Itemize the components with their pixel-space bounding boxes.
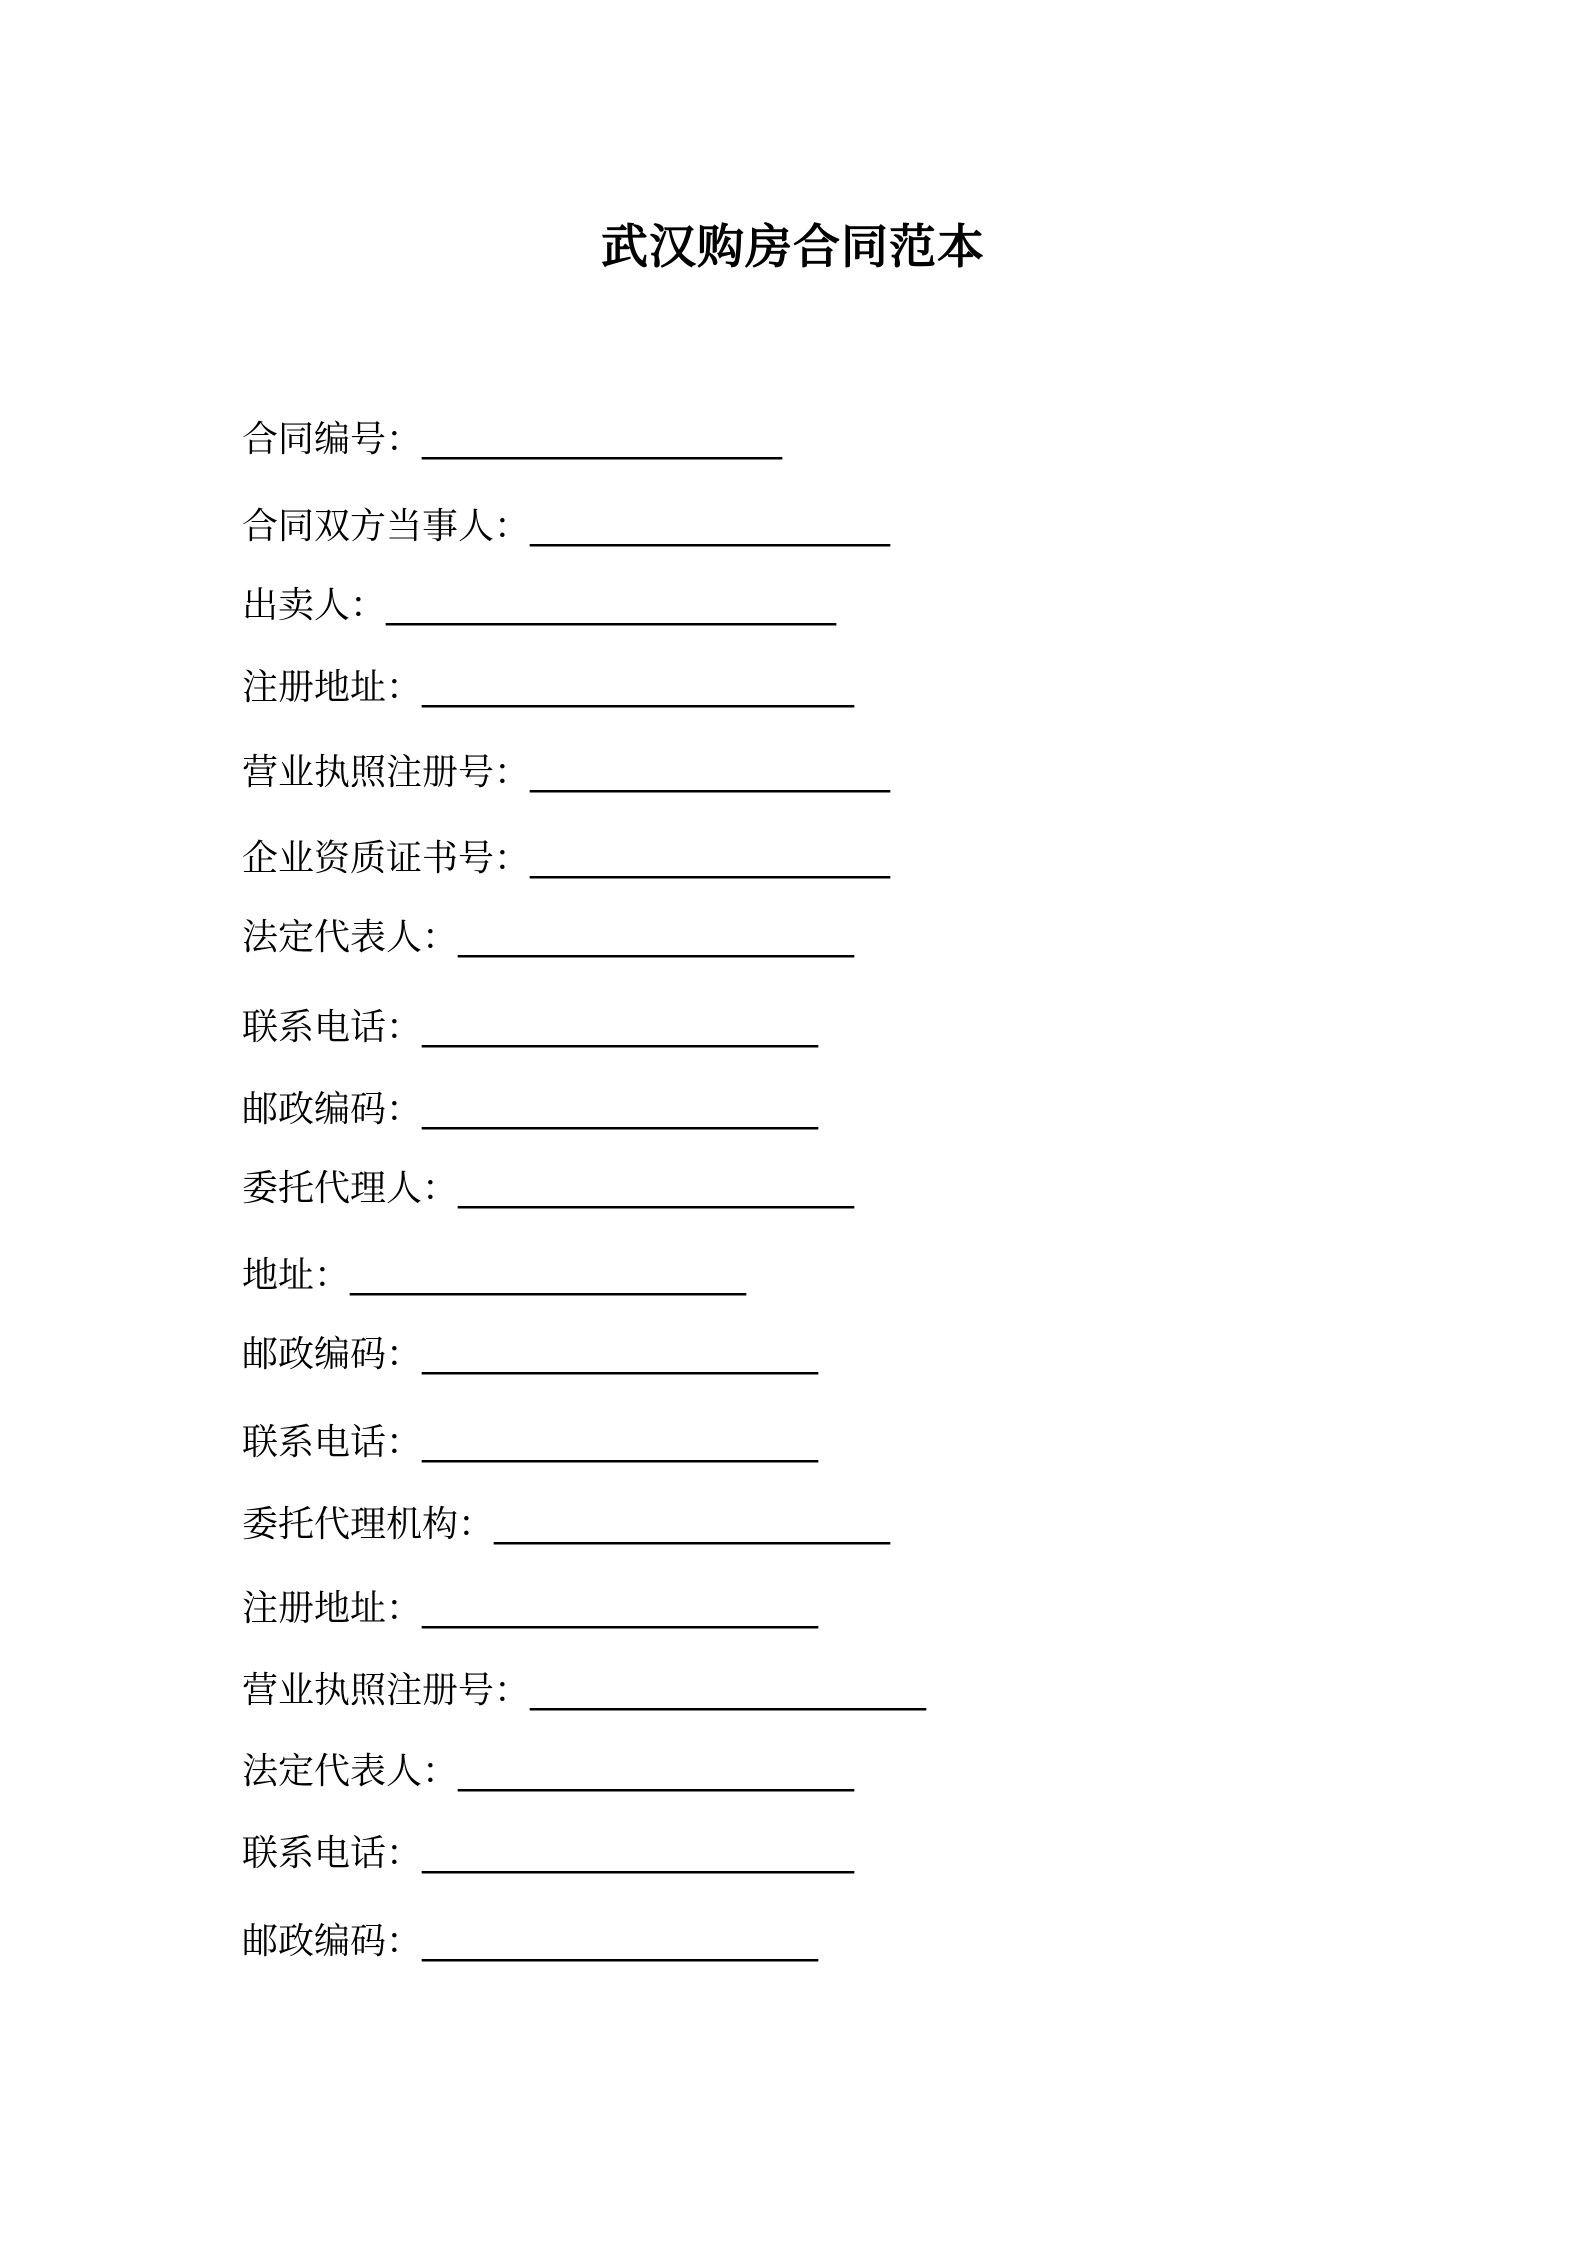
field-label: 委托代理机构： [242,1504,495,1545]
field-label: 法定代表人： [242,1751,459,1792]
fill-in-blank: ______________________ [350,1255,747,1296]
field-agency-legal-representative [242,1749,854,1795]
fill-in-blank: ______________________ [422,1921,819,1962]
field-seller [242,583,836,629]
field-label: 合同双方当事人： [242,506,531,547]
field-seller-qualification-cert [242,836,890,882]
fill-in-blank: ________________________ [422,667,855,708]
fill-in-blank: ________________________ [422,1833,855,1874]
fill-in-blank: ______________________ [494,1504,891,1545]
field-seller-postcode [242,1087,818,1133]
field-label: 合同编号： [242,419,423,460]
field-label: 出卖人： [242,585,387,626]
fill-in-blank: ______________________ [458,917,855,958]
fill-in-blank: ______________________ [422,1588,819,1629]
field-agency [242,1502,890,1548]
field-label: 法定代表人： [242,917,459,958]
field-contract-number [242,417,782,463]
field-seller-business-license [242,750,890,796]
field-label: 邮政编码： [242,1089,423,1130]
fill-in-blank: ____________________ [422,419,783,460]
field-label: 地址： [242,1255,351,1296]
fill-in-blank: ____________________ [530,752,891,793]
fill-in-blank: ______________________ [458,1751,855,1792]
field-seller-registered-address [242,665,854,711]
fill-in-blank: ______________________ [530,1670,927,1711]
field-seller-legal-representative [242,915,854,961]
field-label: 联系电话： [242,1422,423,1463]
field-label: 联系电话： [242,1007,423,1048]
field-label: 邮政编码： [242,1921,423,1962]
fill-in-blank: ______________________ [458,1168,855,1209]
field-label: 营业执照注册号： [242,752,531,793]
field-label: 注册地址： [242,1588,423,1629]
fill-in-blank: ______________________ [422,1089,819,1130]
field-label: 委托代理人： [242,1168,459,1209]
field-agency-business-license [242,1668,926,1714]
field-label: 注册地址： [242,667,423,708]
field-label: 营业执照注册号： [242,1670,531,1711]
fill-in-blank: ______________________ [422,1007,819,1048]
field-agent-phone [242,1420,818,1466]
field-label: 邮政编码： [242,1334,423,1375]
field-agency-postcode [242,1919,818,1965]
field-seller-phone [242,1005,818,1051]
field-label: 联系电话： [242,1833,423,1874]
field-agent-postcode [242,1332,818,1378]
field-agent-address [242,1253,746,1299]
field-label: 企业资质证书号： [242,838,531,879]
fill-in-blank: ______________________ [422,1422,819,1463]
fill-in-blank: ____________________ [530,838,891,879]
document-title: 武汉购房合同范本 [601,220,985,275]
fill-in-blank: _________________________ [386,585,837,626]
field-agency-phone [242,1831,854,1877]
fill-in-blank: ____________________ [530,506,891,547]
fill-in-blank: ______________________ [422,1334,819,1375]
field-agency-registered-address [242,1586,818,1632]
field-authorized-agent [242,1166,854,1212]
field-contract-parties [242,504,890,550]
